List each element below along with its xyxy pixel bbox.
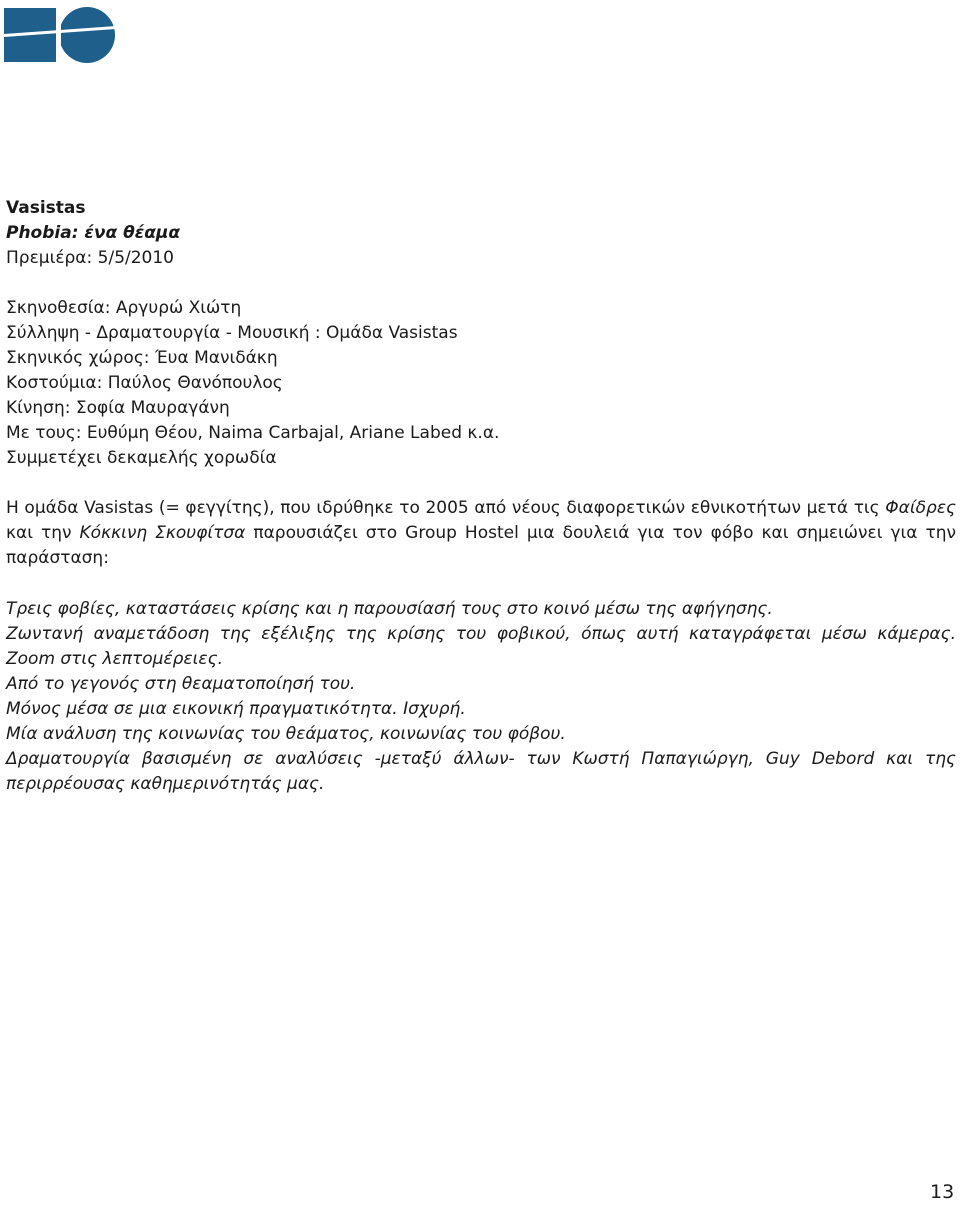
publisher-logo: [4, 4, 116, 64]
statement-line: Μία ανάλυση της κοινωνίας του θεάματος, κοινωνίας του φόβου.: [6, 724, 566, 744]
credit-line: Σύλληψη - Δραματουργία - Μουσική : Ομάδα Vasistas: [6, 323, 458, 343]
credit-line: Σκηνικός χώρος: Έυα Μανιδάκη: [6, 348, 278, 368]
statement-line: Μόνος μέσα σε μια εικονική πραγματικότητα. Ισχυρή.: [6, 699, 466, 719]
credit-line: Κοστούμια: Παύλος Θανόπουλος: [6, 373, 283, 393]
description-paragraph: [6, 496, 956, 571]
credit-line: Κίνηση: Σοφία Μαυραγάνη: [6, 398, 230, 418]
paragraph-text: Η ομάδα Vasistas (= φεγγίτης), που ιδρύθηκε το 2005 από νέους διαφορετικών εθνικοτήτων μετά τις: [6, 498, 886, 518]
spacer: [6, 271, 946, 296]
credit-line: Σκηνοθεσία: Αργυρώ Χιώτη: [6, 298, 242, 318]
statement-line: Τρεις φοβίες, καταστάσεις κρίσης και η παρουσίασή τους στο κοινό μέσω της αφήγησης.: [6, 599, 773, 619]
credit-line: Με τους: Ευθύμη Θέου, Naima Carbajal, Ariane Labed κ.α.: [6, 423, 500, 443]
paragraph-text: παρουσιάζει στο Group Hostel μια δουλειά για τον φόβο και σημειώνει για την παράσταση:: [6, 523, 957, 568]
paragraph-italic-title: Κόκκινη Σκουφίτσα: [79, 523, 246, 543]
statement-line: Από το γεγονός στη θεαματοποίησή του.: [6, 674, 356, 694]
production-subtitle: Phobia: ένα θέαμα: [6, 223, 181, 243]
paragraph-italic-title: Φαίδρες: [885, 498, 956, 518]
statement-line: Ζωντανή αναμετάδοση της εξέλιξης της κρίσης του φοβικού, όπως αυτή καταγράφεται μέσω κάμερας.: [6, 624, 956, 644]
production-title: Vasistas: [6, 198, 86, 218]
director-statement: [6, 597, 956, 797]
statement-line: Δραματουργία βασισμένη σε αναλύσεις -μεταξύ άλλων- των Κωστή Παπαγιώργη, Guy Debord και της περιρρέουσας καθημερινότητάς μας.: [6, 749, 956, 794]
production-credits: [6, 196, 946, 471]
statement-line: Zoom στις λεπτομέρειες.: [6, 649, 223, 669]
credit-line: Συμμετέχει δεκαμελής χορωδία: [6, 448, 277, 468]
page-number: 13: [930, 1181, 955, 1203]
paragraph-text: και την: [6, 523, 80, 543]
premiere-date: Πρεμιέρα: 5/5/2010: [6, 248, 174, 268]
